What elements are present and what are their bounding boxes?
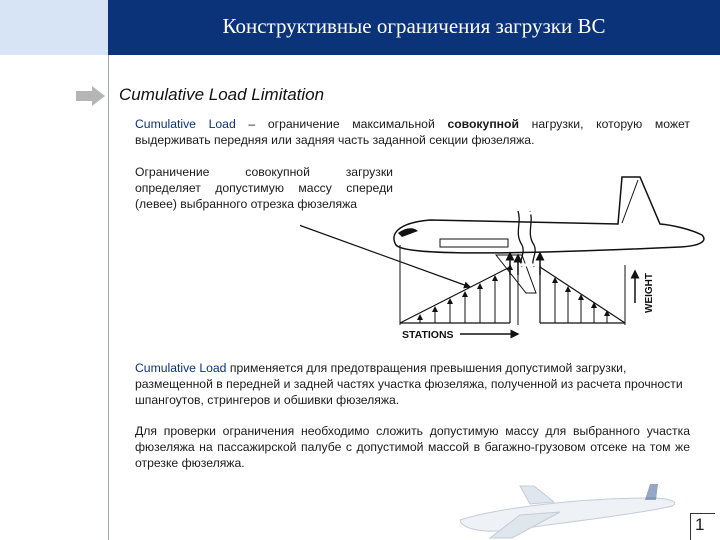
page-number: 1: [690, 513, 715, 540]
page-title: Конструктивные ограничения загрузки ВС: [222, 14, 606, 38]
aircraft-photo-icon: [450, 480, 690, 540]
paragraph-definition: [135, 116, 690, 148]
purpose-text: применяется для предотвращения превышения допустимой загрузки, размещенной в передней и задней частях участка фюзеляжа, полученной из расчета прочности шпангоутов, стрингеров и обшивки фюзеляжа.: [135, 361, 683, 407]
arrow-right-icon: [76, 86, 106, 106]
definition-text-a: – ограничение максимальной: [235, 117, 448, 131]
paragraph-check: Для проверки ограничения необходимо сложить допустимую массу для выбранного участка фюзеляжа на пассажирской палубе с допустимой массой в багажно-грузовом отсеке на том же отрезке фюзеляжа.: [135, 424, 690, 470]
vertical-divider: [108, 55, 109, 540]
paragraph-limitation: Ограничение совокупной загрузки определяет допустимую массу спереди (левее) выбранного отрезка фюзеляжа: [135, 165, 393, 211]
aircraft-icon: [394, 177, 704, 293]
term-cumulative-load-2: Cumulative Load: [135, 361, 227, 375]
definition-emphasis: совокупной: [447, 117, 519, 131]
header-left-panel: [0, 0, 108, 55]
weight-label: WEIGHT: [644, 273, 655, 313]
stations-label: STATIONS: [402, 329, 454, 341]
section-heading: Cumulative Load Limitation: [119, 85, 325, 104]
cumulative-load-diagram: [300, 175, 710, 350]
definition-text-b: нагрузки, которую может выдерживать передняя или задняя часть заданной секции фюзеляжа.: [135, 117, 691, 147]
term-cumulative-load: Cumulative Load: [135, 117, 236, 131]
paragraph-purpose: [135, 360, 690, 408]
